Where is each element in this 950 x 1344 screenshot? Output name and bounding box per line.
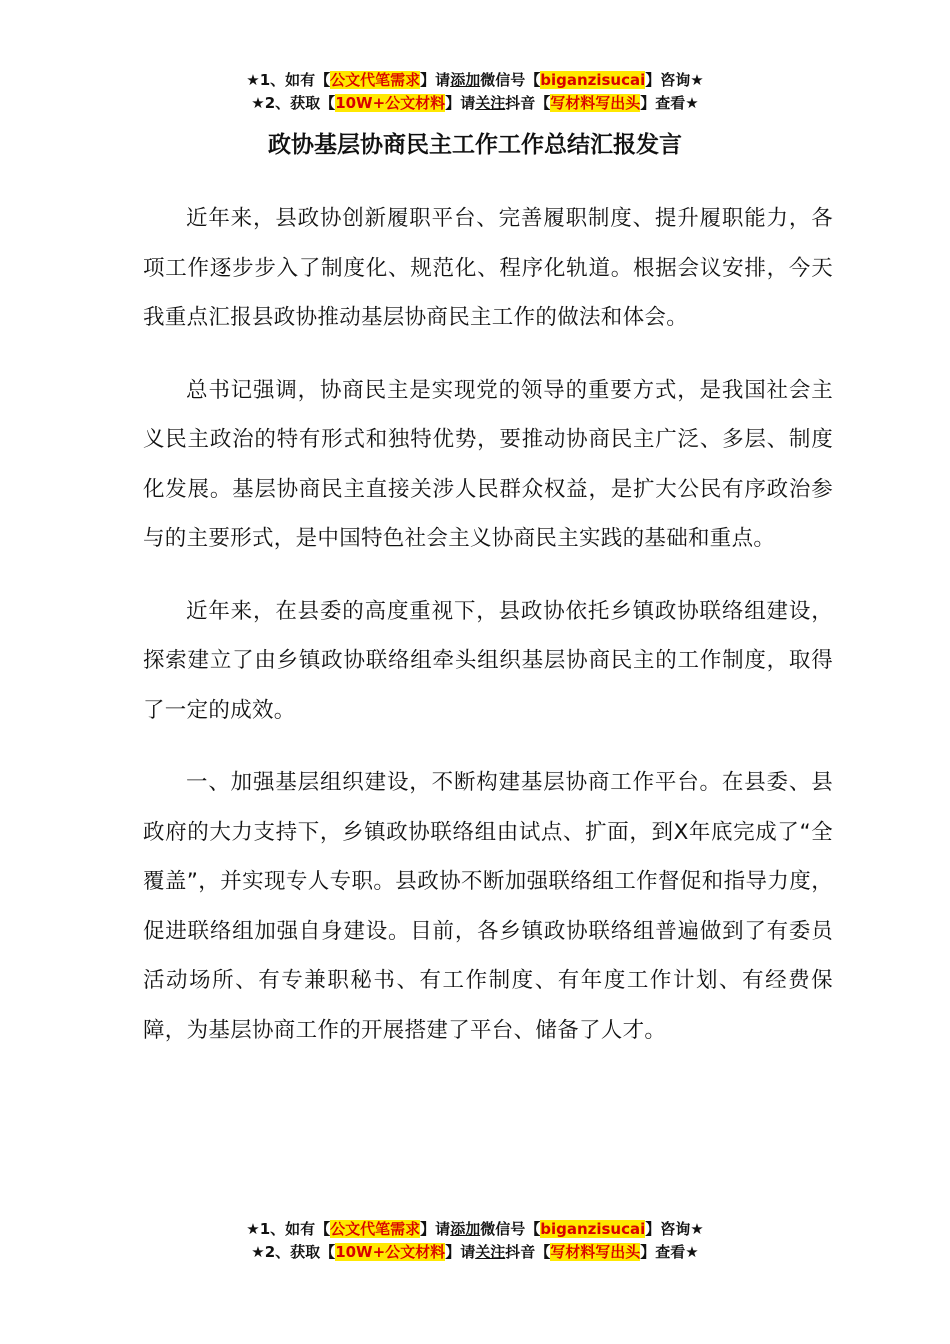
- underlined-text: 关注: [475, 94, 506, 112]
- banner-text: ★1、如有【: [246, 71, 331, 89]
- banner-text: 】查看★: [640, 94, 699, 112]
- banner-text: ★1、如有【: [246, 1220, 331, 1238]
- wechat-id: biganzisucai: [540, 1220, 646, 1238]
- douyin-account: 写材料写出头: [550, 1243, 641, 1261]
- banner-text: 抖音【: [505, 1243, 551, 1261]
- highlight-text: 10W+公文材料: [335, 94, 446, 112]
- banner-text: 微信号【: [480, 1220, 541, 1238]
- paragraph: 近年来，县政协创新履职平台、完善履职制度、提升履职能力，各项工作逐步步入了制度化、规范化、程序化轨道。根据会议安排，今天我重点汇报县政协推动基层协商民主工作的做法和体会。: [143, 206, 833, 330]
- paragraph: 一、加强基层组织建设，不断构建基层协商工作平台。在县委、县政府的大力支持下，乡镇政协联络组由试点、扩面，到X年底完成了“全覆盖”，并实现专人专职。县政协不断加强联络组工作督促和指导力度，促进联络组加强自身建设。目前，各乡镇政协联络组普遍做到了有委员活动场所、有专兼职秘书、有工作制度、有年度工作计划、有经费保障，为基层协商工作的开展搭建了平台、储备了人才。: [143, 770, 833, 1043]
- banner-text: 】咨询★: [645, 71, 704, 89]
- douyin-account: 写材料写出头: [550, 94, 641, 112]
- banner-line-1: [0, 1218, 950, 1241]
- paragraph: 总书记强调，协商民主是实现党的领导的重要方式，是我国社会主义民主政治的特有形式和独特优势，要推动协商民主广泛、多层、制度化发展。基层协商民主直接关涉人民群众权益，是扩大公民有序政治参与的主要形式，是中国特色社会主义协商民主实践的基础和重点。: [143, 377, 833, 551]
- header-banner: [0, 69, 950, 115]
- banner-line-2: [0, 92, 950, 115]
- footer-banner: [0, 1218, 950, 1264]
- banner-text: 】请: [420, 71, 451, 89]
- highlight-text: 10W+公文材料: [335, 1243, 446, 1261]
- document-title: 政协基层协商民主工作工作总结汇报发言: [268, 132, 682, 158]
- wechat-id: biganzisucai: [540, 71, 646, 89]
- banner-text: 】请: [420, 1220, 451, 1238]
- document-body: [143, 194, 833, 1078]
- banner-text: 】请: [445, 1243, 476, 1261]
- banner-text: 】咨询★: [645, 1220, 704, 1238]
- banner-text: 抖音【: [505, 94, 551, 112]
- banner-text: 】请: [445, 94, 476, 112]
- banner-text: 微信号【: [480, 71, 541, 89]
- paragraph: 近年来，在县委的高度重视下，县政协依托乡镇政协联络组建设，探索建立了由乡镇政协联络组牵头组织基层协商民主的工作制度，取得了一定的成效。: [143, 598, 833, 723]
- underlined-text: 关注: [475, 1243, 506, 1261]
- underlined-text: 添加: [450, 71, 481, 89]
- banner-text: 】查看★: [640, 1243, 699, 1261]
- highlight-text: 公文代笔需求: [330, 71, 421, 89]
- highlight-text: 公文代笔需求: [330, 1220, 421, 1238]
- banner-line-1: [0, 69, 950, 92]
- banner-text: ★2、获取【: [251, 1243, 336, 1261]
- banner-text: ★2、获取【: [251, 94, 336, 112]
- underlined-text: 添加: [450, 1220, 481, 1238]
- banner-line-2: [0, 1241, 950, 1264]
